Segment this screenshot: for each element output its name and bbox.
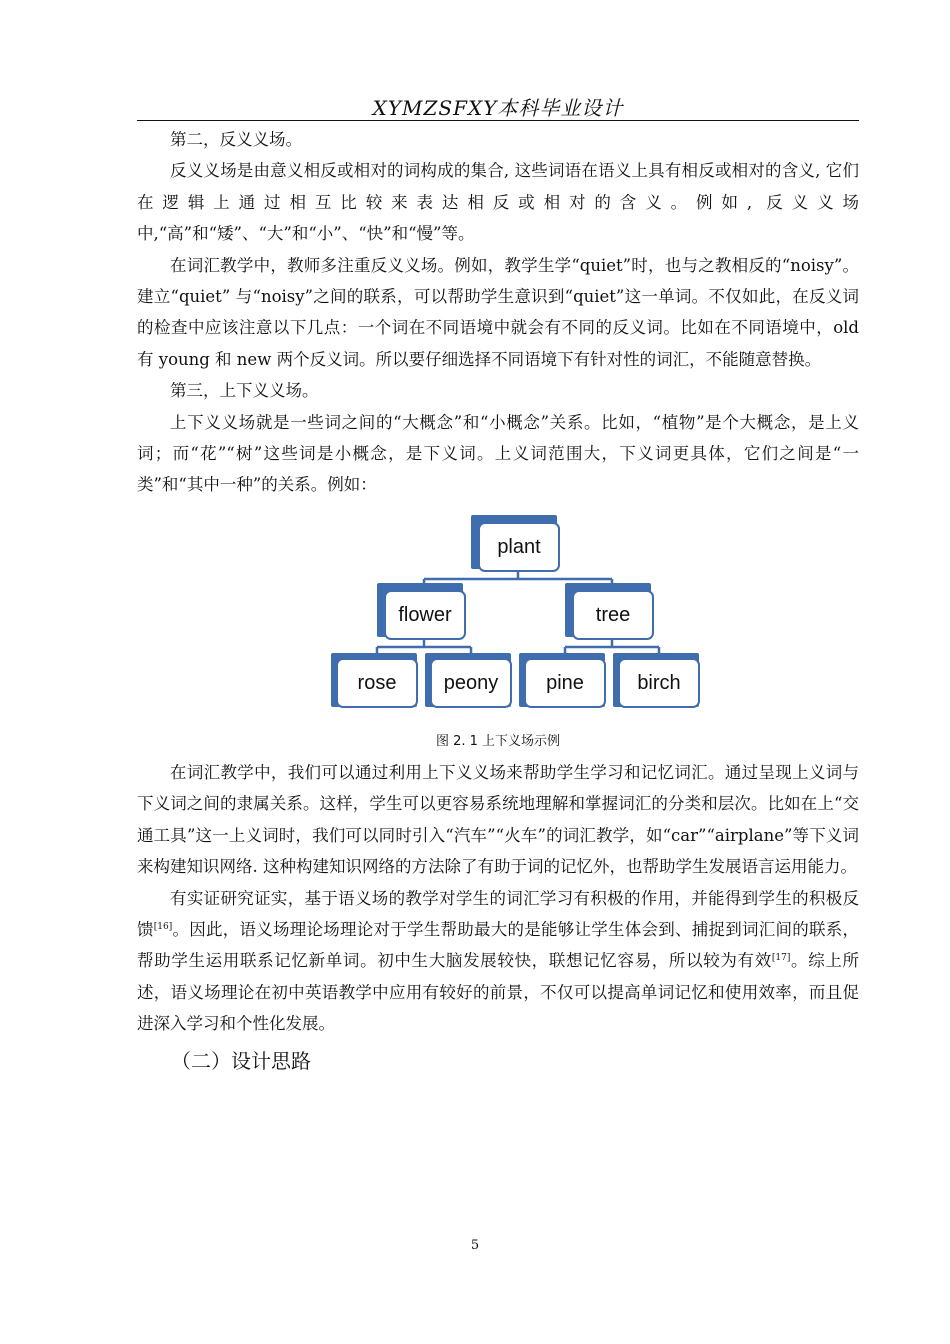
node-plant-label: plant (497, 535, 541, 558)
hyponymy-diagram (137, 507, 859, 737)
node-pine-label: pine (546, 671, 584, 694)
paragraph-hyponym-heading: 第三，上下义义场。 (170, 381, 319, 401)
node-tree-label: tree (595, 603, 631, 626)
paragraph-research-evidence (137, 883, 859, 1040)
node-flower (377, 583, 465, 639)
page-number: 5 (470, 1238, 480, 1253)
citation-17: [17] (771, 953, 791, 964)
paragraph-teaching-application: 在词汇教学中，我们可以通过利用上下义义场来帮助学生学习和记忆词汇。通过呈现上义词与下义词之间的隶属关系。这样，学生可以更容易系统地理解和掌握词汇的分类和层次。比如在上“交通工具”这一上义词时，我们可以同时引入“汽车”“火车”的词汇教学，如“car”“airplane”等下义词来构建知识网络. 这种构建知识网络的方法除了有助于词的记忆外，也帮助学生发展语言运用能力。 (137, 762, 859, 877)
node-flower-label: flower (398, 603, 452, 626)
document-body (137, 124, 859, 1078)
research-text-part2: 。因此，语义场理论场理论对于学生帮助最大的是能够让学生体会到、捕捉到词汇间的联系，帮助学生运用联系记忆新单词。初中生大脑发展较快，联想记忆容易，所以较为有效 (137, 919, 860, 971)
node-plant (471, 515, 559, 571)
figure-caption: 图 2. 1 上下义场示例 (435, 733, 561, 749)
node-peony (425, 653, 511, 707)
paragraph-antonym-definition: 反义义场是由意义相反或相对的词构成的集合, 这些词语在语义上具有相反或相对的含义, 它们在逻辑上通过相互比较来表达相反或相对的含义。例如, 反义义场中,“高”和“矮”、“大”和“小”、“快”和“慢”等。 (137, 161, 859, 244)
paragraph-antonym-teaching: 在词汇教学中，教师多注重反义义场。例如，教学生学“quiet”时，也与之教相反的“noisy”。建立“quiet” 与“noisy”之间的联系，可以帮助学生意识到“quiet”这一单词。不仅如此，在反义词的检查中应该注意以下几点：一个词在不同语境中就会有不同的反义词。比如在不同语境中，old 有 young 和 new 两个反义词。所以要仔细选择不同语境下有针对性的词汇，不能随意替换。 (137, 255, 859, 369)
paragraph-antonym-heading: 第二，反义义场。 (170, 130, 302, 149)
research-text-part3: 。综上所述，语义场理论在初中英语教学中应用有较好的前景，不仅可以提高单词记忆和使用效率，而且促进深入学习和个性化发展。 (137, 951, 860, 1034)
citation-16: [16] (153, 921, 173, 932)
paragraph-hyponym-definition: 上下义义场就是一些词之间的“大概念”和“小概念”关系。比如，“植物”是个大概念，是上义词；而“花”“树”这些词是小概念，是下义词。上义词范围大，下义词更具体，它们之间是“一类”和“其中一种”的关系。例如： (137, 412, 859, 495)
node-peony-label: peony (443, 671, 499, 694)
node-birch-label: birch (637, 671, 681, 694)
research-text-part1: 有实证研究证实，基于语义场的教学对学生的词汇学习有积极的作用，并能得到学生的积极反馈 (137, 888, 859, 939)
node-rose-label: rose (357, 671, 397, 694)
hyponymy-diagram-svg (137, 507, 859, 737)
page-header-title: XYMZSFXY本科毕业设计 (372, 96, 624, 120)
node-birch (613, 653, 699, 707)
node-pine (519, 653, 605, 707)
node-rose (331, 653, 417, 707)
section-heading-design: （二）设计思路 (171, 1048, 311, 1073)
header-rule (137, 120, 859, 121)
node-tree (565, 583, 653, 639)
